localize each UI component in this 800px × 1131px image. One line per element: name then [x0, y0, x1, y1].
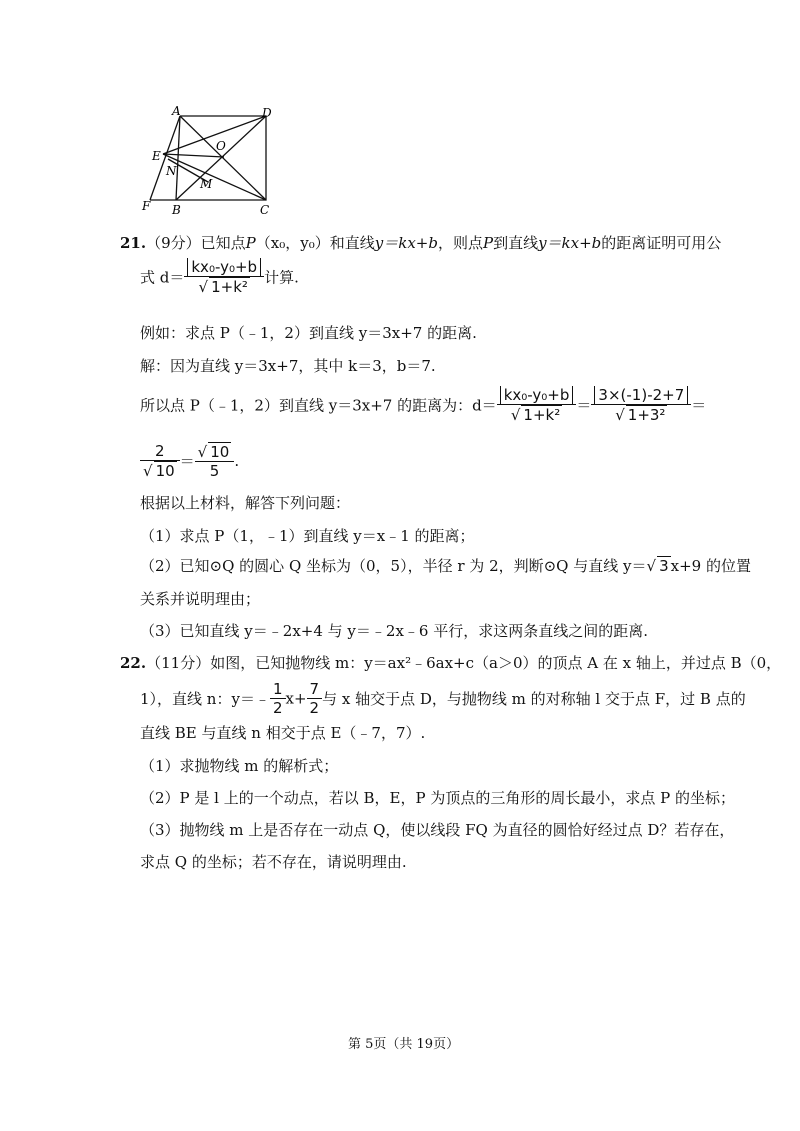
q22-part2: （2）P 是 l 上的一个动点，若以 B，E，P 为顶点的三角形的周长最小，求点 P 的坐标；	[140, 789, 735, 807]
equals: ＝	[179, 452, 195, 471]
q22-frac1-num: 1	[270, 680, 286, 699]
q21-part2: （2）已知⊙Q 的圆心 Q 坐标为（0，5），半径 r 为 2，判断⊙Q 与直线 y＝√ 3 x+9 的位置	[140, 557, 751, 575]
q21-text: 和直线	[329, 234, 375, 252]
formula-suffix: 计算.	[264, 268, 299, 287]
q21-point: P	[482, 234, 494, 252]
distance-formula: $\frac{\text{kx₀-y₀+b}}{\text{√ 1+k²}}$	[184, 258, 264, 296]
so-num-2: 3×(-1)-2+7	[594, 386, 688, 404]
label-N: N	[166, 164, 177, 178]
q21-text: 到直线	[493, 234, 539, 252]
result-fraction-1: $\frac{2}{√ 10}$	[140, 442, 180, 480]
q21-part2-text: （2）已知⊙Q 的圆心 Q 坐标为（0，5），半径 r 为 2，判断⊙Q 与直线 y＝	[140, 557, 647, 575]
q21-part2-text-b: x+9 的位置	[670, 557, 751, 575]
q21-part1: （1）求点 P（1，﹣1）到直线 y＝x﹣1 的距离；	[140, 527, 475, 545]
q21-score: （9分）	[146, 234, 201, 252]
q21-result-line	[140, 442, 239, 480]
res-num-1: 2	[140, 442, 180, 461]
q21-point: P	[245, 234, 256, 252]
label-F: F	[142, 199, 151, 213]
q21-formula-line	[140, 258, 299, 296]
label-M: M	[200, 177, 213, 191]
q22-text-2c: 与 x 轴交于点 D，与抛物线 m 的对称轴 l 交于点 F，过 B 点的	[322, 690, 746, 708]
q21-material: 根据以上材料，解答下列问题：	[140, 494, 351, 512]
page-footer: 第 5页（共 19页）	[348, 1037, 460, 1052]
res-den-2: 5	[209, 462, 220, 480]
q22-line3: 直线 BE 与直线 n 相交于点 E（﹣7，7）.	[140, 724, 426, 742]
formula-prefix: 式 d＝	[140, 268, 185, 287]
q22-part1: （1）求抛物线 m 的解析式；	[140, 757, 339, 775]
q22-frac2-num: 7	[307, 680, 323, 699]
result-fraction-2: $\frac{√ 10}{5}$	[195, 442, 235, 480]
q21-text: 已知点	[200, 234, 246, 252]
q21-example: 例如：求点 P（﹣1，2）到直线 y＝3x+7 的距离.	[140, 324, 477, 342]
so-fraction-2: $\frac{3\times(-1)-2+7}{\text{√ 1+3²}}$	[591, 386, 691, 424]
equals: ＝	[691, 396, 707, 415]
q22-fraction-2	[307, 680, 323, 717]
q22-score: （11分）	[146, 654, 211, 672]
so-text: 所以点 P（﹣1，2）到直线 y＝3x+7 的距离为：d＝	[140, 396, 497, 415]
formula-denominator: 1+k²	[211, 278, 248, 296]
q21-text: 的距离证明可用公	[601, 234, 722, 252]
label-O: O	[216, 139, 226, 153]
q22-number: 22.	[120, 654, 147, 672]
q21-solution: 解：因为直线 y＝3x+7，其中 k＝3，b＝7.	[140, 357, 436, 375]
label-A: A	[172, 104, 181, 118]
q22-part3: （3）抛物线 m 上是否存在一动点 Q，使以线段 FQ 为直径的圆恰好经过点 D？若存在，	[140, 821, 735, 839]
q22-frac1-den: 2	[272, 699, 283, 717]
q21-line1	[120, 232, 721, 253]
res-num-2: 10	[210, 443, 230, 461]
q22-line2	[140, 680, 746, 717]
q21-part3: （3）已知直线 y＝﹣2x+4 与 y＝﹣2x﹣6 平行，求这两条直线之间的距离.	[140, 622, 648, 640]
q22-line1	[120, 652, 781, 673]
q21-so-line	[140, 386, 706, 424]
q22-text-1: 如图，已知抛物线 m：y＝ax²﹣6ax+c（a＞0）的顶点 A 在 x 轴上，并过点 B（0，	[210, 654, 782, 672]
q22-frac2-den: 2	[309, 699, 320, 717]
q21-part2-cont: 关系并说明理由；	[140, 590, 261, 608]
q22-part3-cont: 求点 Q 的坐标；若不存在，请说明理由.	[140, 853, 407, 871]
so-den-2: 1+3²	[627, 406, 666, 424]
q21-line-eq: y＝kx+b	[374, 234, 438, 252]
period: .	[234, 452, 240, 470]
q22-text-2a: 1），直线 n：y＝﹣	[140, 690, 270, 708]
label-D: D	[262, 106, 272, 120]
q21-number: 21.	[120, 234, 147, 252]
q21-part2-sqrt: 3	[659, 557, 669, 575]
q21-line-eq: y＝kx+b	[538, 234, 602, 252]
formula-numerator: kx₀-y₀+b	[187, 258, 261, 276]
res-den-1: 10	[155, 462, 175, 480]
equals: ＝	[576, 396, 592, 415]
label-B: B	[172, 203, 181, 217]
so-den-1: 1+k²	[523, 406, 561, 424]
label-C: C	[260, 203, 270, 217]
q22-text-2b: x+	[285, 689, 307, 708]
geometry-figure	[138, 104, 288, 219]
so-fraction-1: $\frac{\text{kx₀-y₀+b}}{\text{√ 1+k²}}$	[497, 386, 577, 424]
so-num-1: kx₀-y₀+b	[500, 386, 574, 404]
q21-text: ，则点	[437, 234, 483, 252]
label-E: E	[152, 149, 161, 163]
q22-fraction-1	[270, 680, 286, 717]
q21-coord: （x₀，y₀）	[255, 234, 330, 252]
